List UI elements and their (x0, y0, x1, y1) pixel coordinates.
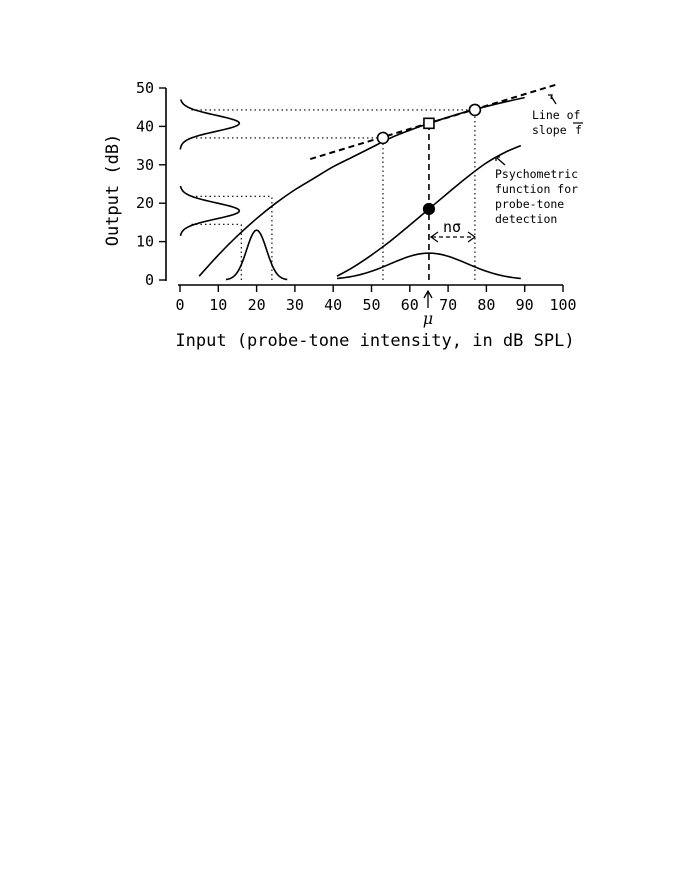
x-tick-label: 90 (515, 296, 534, 314)
input-output-function-curve (199, 98, 525, 277)
open-circle-marker (469, 104, 480, 115)
filled-circle-marker (423, 203, 434, 214)
y-axis-title: Output (dB) (103, 133, 123, 247)
y-tick-label: 20 (135, 194, 154, 213)
output-distribution-curve (180, 100, 239, 150)
mu-label: μ (422, 309, 434, 328)
n-sigma-label: nσ (443, 218, 462, 236)
psychometric-label-4: detection (495, 212, 558, 226)
psychometric-label-2: function for (495, 182, 579, 196)
y-tick-label: 0 (144, 271, 154, 289)
open-square-marker (424, 118, 434, 128)
x-tick-label: 100 (549, 296, 577, 314)
x-tick-label: 10 (209, 296, 228, 314)
guide-lines (191, 110, 474, 280)
x-tick-label: 60 (400, 296, 419, 314)
annotations (423, 95, 583, 328)
y-ticks (136, 79, 166, 289)
x-tick-label: 0 (175, 296, 185, 314)
x-tick-label: 50 (362, 296, 381, 314)
tangent-label-line2: slope (532, 123, 567, 137)
x-tick-label: 20 (247, 296, 266, 314)
x-tick-label: 30 (285, 296, 304, 314)
x-tick-label: 70 (439, 296, 458, 314)
x-ticks (175, 285, 576, 314)
psychometric-label-3: probe-tone (495, 197, 565, 211)
x-axis-title: Input (probe-tone intensity, in dB SPL) (175, 331, 575, 351)
x-tick-label: 80 (477, 296, 496, 314)
tangent-label-line1: Line of (532, 108, 581, 122)
y-tick-label: 50 (135, 79, 154, 97)
output-distribution-curve (180, 186, 239, 236)
psychometric-label-1: Psychometric (495, 167, 579, 181)
tangent-label-symbol: f (575, 123, 582, 137)
x-tick-label: 40 (324, 296, 343, 314)
y-tick-label: 30 (135, 155, 154, 174)
open-circle-marker (377, 132, 388, 143)
tangent-arrowhead (548, 95, 552, 99)
y-tick-label: 40 (135, 117, 154, 136)
y-tick-label: 10 (135, 232, 154, 251)
psychometric-arrow (497, 158, 505, 165)
